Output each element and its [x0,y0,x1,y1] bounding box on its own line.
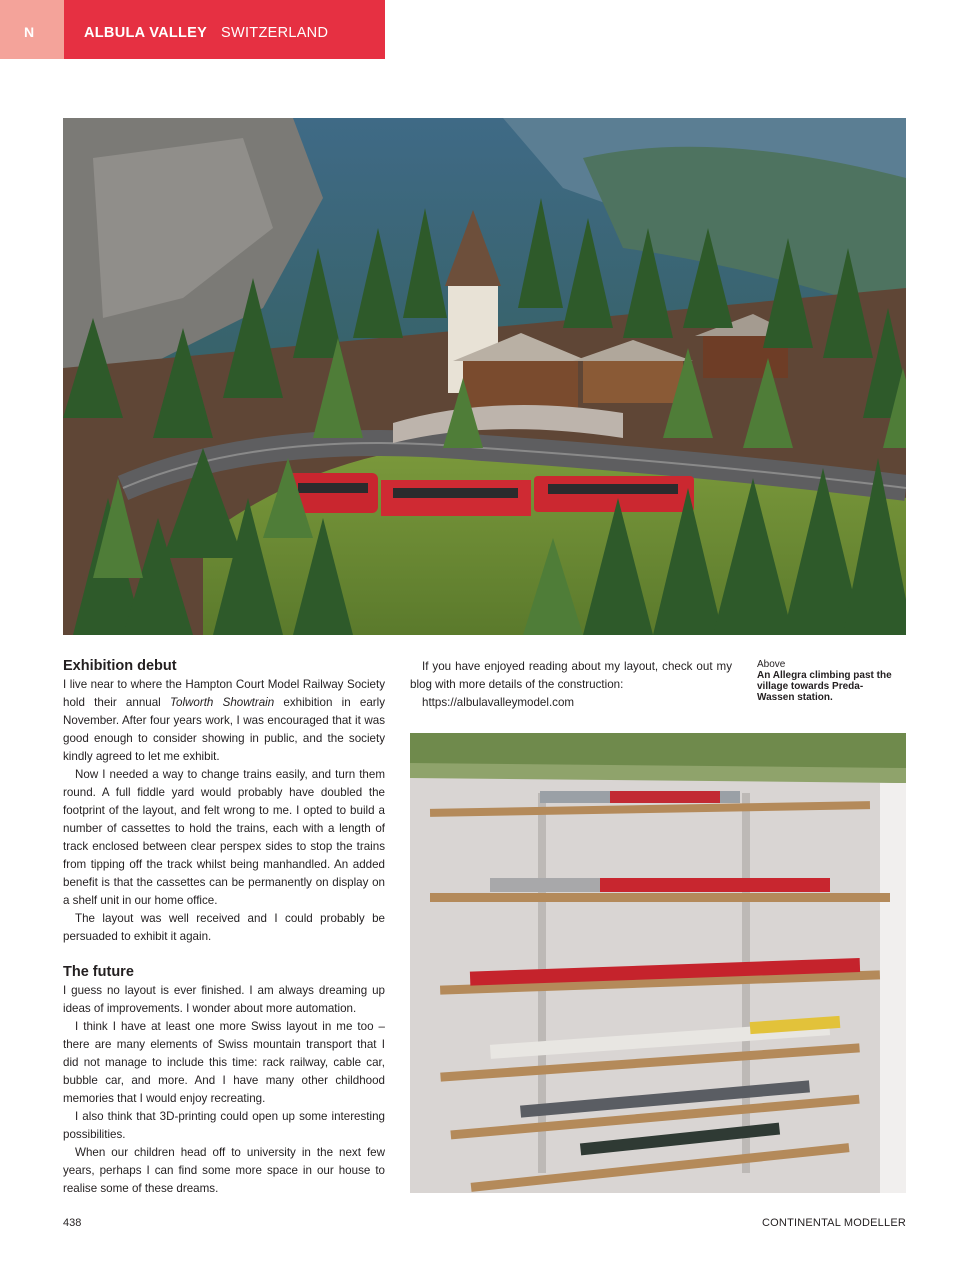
blog-link[interactable]: https://albulavalleymodel.com [422,696,575,709]
heading-the-future: The future [63,964,134,980]
section-title: ALBULA VALLEY [84,25,208,41]
caption-label: Above [757,659,786,670]
main-photo [63,118,906,635]
paragraph-7: When our children head off to university in the next few years, perhaps I can find some more space in our house to realise some of these dreams. [63,1146,385,1195]
section-subtitle: SWITZERLAND [221,25,329,41]
paragraph-5: I think I have at least one more Swiss layout in me too – there are many elements of Swiss mountain transport that I did not manage to include this time: rack railway, cable car, bubble car, and more. And I have many other childhood memories that I would enjoy recreating. [63,1020,385,1105]
paragraph-blog: If you have enjoyed reading about my layout, check out my blog with more details of the construction: [410,660,732,691]
paragraph-2: Now I needed a way to change trains easily, and turn them round. A full fiddle yard would probably have doubled the footprint of the layout, and felt wrong to me. I opted to build a number of cassettes to hold the trains, each with a length of track enclosed between clear perspex sides to stop the trains from tipping off the track whilst being manhandled. An added benefit is that the cassettes can be permanently on display on a shelf unit in our home office. [63,768,385,907]
magazine-name: CONTINENTAL MODELLER [762,1217,906,1229]
article-column-2 [410,658,732,712]
paragraph-3: The layout was well received and I could probably be persuaded to exhibit it again. [63,912,385,943]
article-column-1 [63,656,385,1198]
photo-caption [757,659,897,703]
section-tab [0,0,64,59]
heading-exhibition-debut: Exhibition debut [63,658,177,674]
paragraph-1: I live near to where the Hampton Court Model Railway Society hold their annual Tolworth Showtrain exhibition in early November. After four years work, I was encouraged that it was good enough to consider showing in public, and the society kindly agreed to let me exhibit. [63,678,385,763]
paragraph-6: I also think that 3D-printing could open up some interesting possibilities. [63,1110,385,1141]
cassette-shelves-photo [410,733,906,1193]
page-number: 438 [63,1217,82,1229]
paragraph-4: I guess no layout is ever finished. I am always dreaming up ideas of improvements. I wonder about more automation. [63,984,385,1015]
caption-text: An Allegra climbing past the village towards Preda-Wassen station. [757,670,892,703]
section-header [64,0,385,59]
section-tab-letter: N [24,24,35,40]
